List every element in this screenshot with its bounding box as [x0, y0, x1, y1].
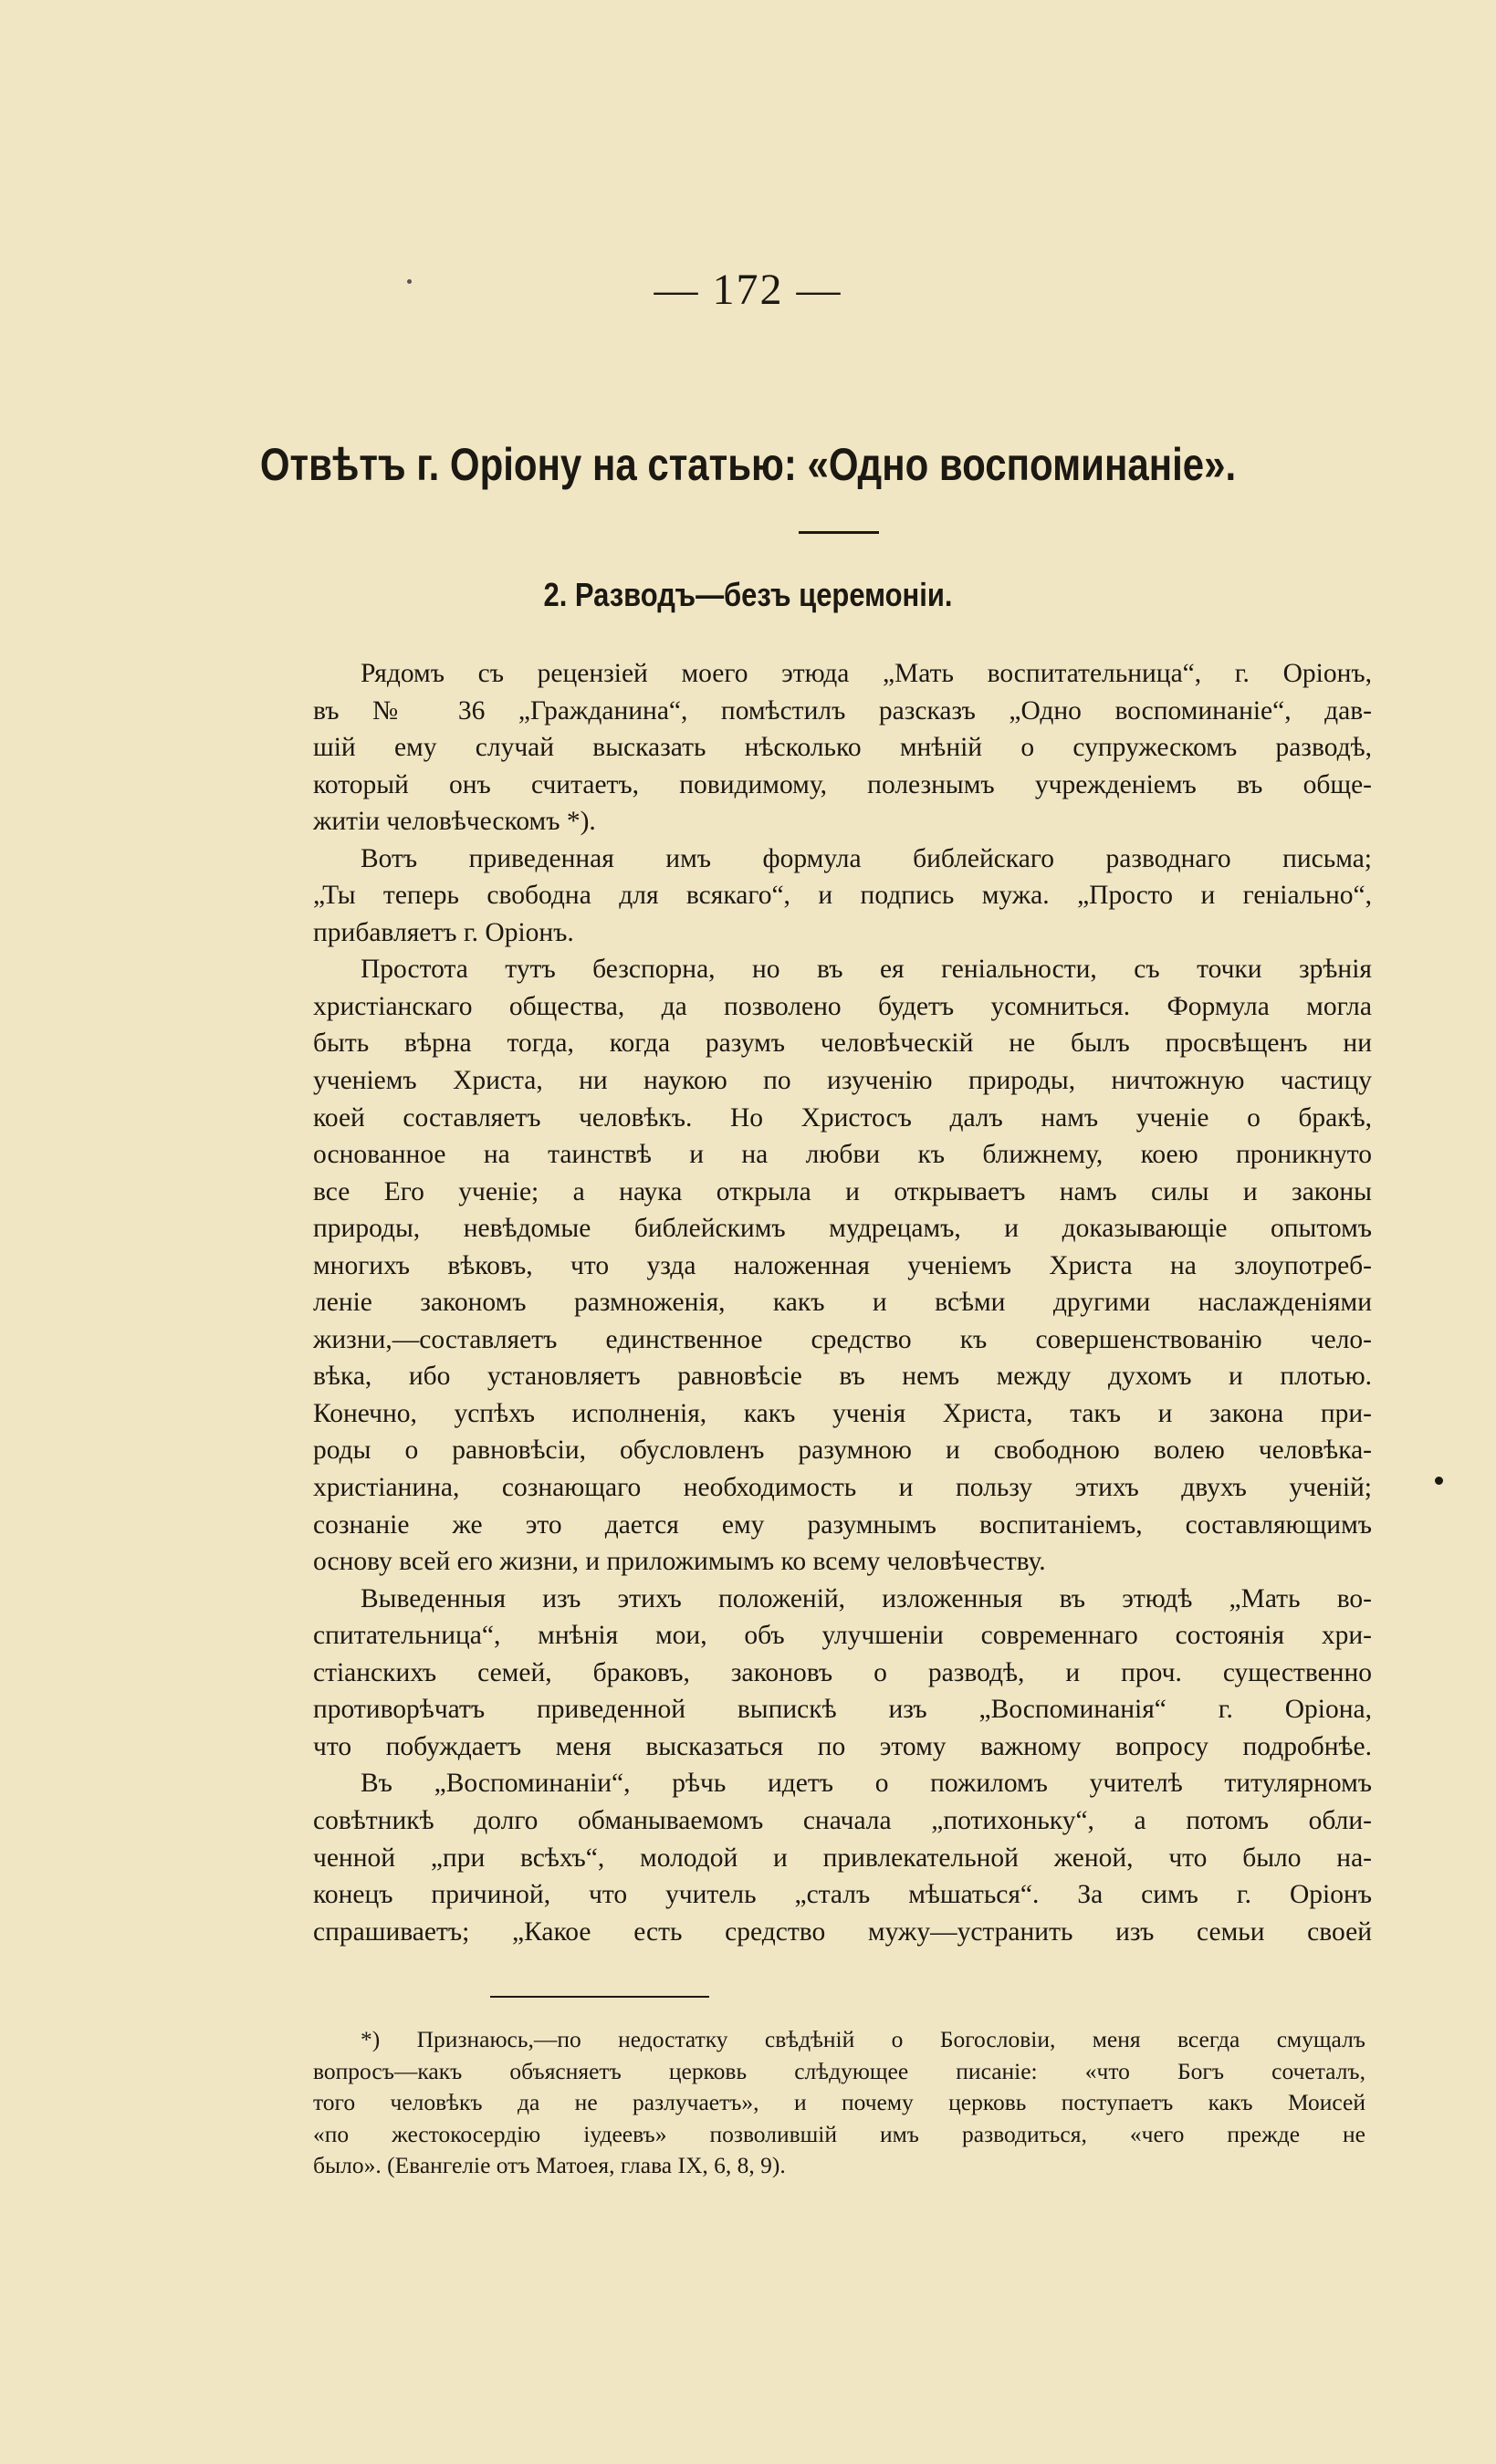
body-line: Конечно, успѣхъ исполненія, какъ ученія Христа, такъ и закона при- — [313, 1398, 1372, 1428]
footnote-line: того человѣкъ да не разлучаетъ», и почему церковь поступаетъ какъ Моисей — [313, 2089, 1365, 2115]
body-line: Вотъ приведенная имъ формула библейскаго разводнаго письма; — [361, 843, 1372, 873]
body-text — [313, 655, 1372, 1950]
body-line: ученіемъ Христа, ни наукою по изученію природы, ничтожную частицу — [313, 1066, 1372, 1096]
article-title: Отвѣтъ г. Оріону на статью: «Одно воспоминаніе». — [259, 439, 1237, 490]
body-line: конецъ причиной, что учитель „сталъ мѣшаться“. За симъ г. Оріонъ — [313, 1880, 1372, 1910]
body-line: прибавляетъ г. Оріонъ. — [313, 917, 574, 947]
body-line: все Его ученіе; а наука открыла и открываетъ намъ силы и законы — [313, 1176, 1372, 1206]
body-line: многихъ вѣковъ, что узда наложенная ученіемъ Христа на злоупотреб- — [313, 1250, 1372, 1280]
footnote-line: было». (Евангеліе отъ Матоея, глава IX, 6, 8, 9). — [313, 2152, 786, 2178]
body-line: ченной „при всѣхъ“, молодой и привлекательной женой, что было на- — [313, 1843, 1372, 1873]
body-line: роды о равновѣсіи, обусловленъ разумною и свободною волею человѣка- — [313, 1436, 1372, 1466]
body-line: Простота тутъ безспорна, но въ ея геніальности, съ точки зрѣнія — [361, 955, 1372, 985]
body-line: быть вѣрна тогда, когда разумъ человѣческій не былъ просвѣщенъ ни — [313, 1028, 1372, 1059]
body-line: основанное на таинствѣ и на любви къ ближнему, коею проникнуто — [313, 1140, 1372, 1170]
body-line: что побуждаетъ меня высказаться по этому важному вопросу подробнѣе. — [313, 1731, 1372, 1761]
footnote-divider — [490, 1996, 709, 1998]
margin-mark — [1435, 1477, 1443, 1485]
body-line: жизни,—составляетъ единственное средство къ совершенствованію чело- — [313, 1324, 1372, 1354]
body-line: который онъ считаетъ, повидимому, полезнымъ учрежденіемъ въ обще- — [313, 769, 1372, 799]
body-line: Рядомъ съ рецензіей моего этюда „Мать воспитательница“, г. Оріонъ, — [361, 659, 1372, 688]
page-number: — 172 — — [654, 266, 842, 314]
title-divider — [799, 531, 879, 534]
body-line: шій ему случай высказать нѣсколько мнѣній о супружескомъ разводѣ, — [313, 733, 1372, 763]
body-line: спитательница“, мнѣнія мои, объ улучшеніи современнаго состоянія хри- — [313, 1621, 1372, 1651]
footnote-line: вопросъ—какъ объясняетъ церковь слѣдующее писаніе: «что Богъ сочеталъ, — [313, 2057, 1365, 2084]
footnote-line: «по жестокосердію іудеевъ» позволившій имъ разводиться, «чего прежде не — [313, 2120, 1365, 2147]
footnote — [313, 2024, 1365, 2182]
body-line: въ № 36 „Гражданина“, помѣстилъ разсказъ „Одно воспоминаніе“, дав- — [313, 695, 1372, 726]
body-line: противорѣчатъ приведенной выпискѣ изъ „Воспоминанія“ г. Оріона, — [313, 1695, 1372, 1725]
body-line: леніе закономъ размноженія, какъ и всѣми другими наслажденіями — [313, 1288, 1372, 1318]
body-line: основу всей его жизни, и приложимымъ ко всему человѣчеству. — [313, 1547, 1046, 1577]
body-line: житіи человѣческомъ *). — [313, 807, 596, 837]
body-line: вѣка, ибо установляетъ равновѣсіе въ немъ между духомъ и плотью. — [313, 1362, 1372, 1392]
body-line: природы, невѣдомые библейскимъ мудрецамъ, и доказывающіе опытомъ — [313, 1214, 1372, 1244]
body-line: стіанскихъ семей, браковъ, законовъ о разводѣ, и проч. существенно — [313, 1657, 1372, 1687]
body-line: Въ „Воспоминаніи“, рѣчь идетъ о пожиломъ учителѣ титулярномъ — [361, 1769, 1372, 1799]
body-line: христіанскаго общества, да позволено будетъ усомниться. Формула могла — [313, 991, 1372, 1021]
body-line: „Ты теперь свободна для всякаго“, и подпись мужа. „Просто и геніально“, — [313, 881, 1372, 911]
section-heading: 2. Разводъ—безъ церемоніи. — [543, 576, 953, 613]
footnote-line: *) Признаюсь,—по недостатку свѣдѣній о Богословіи, меня всегда смущалъ — [361, 2026, 1365, 2052]
body-line: коей составляетъ человѣкъ. Но Христосъ далъ намъ ученіе о бракѣ, — [313, 1102, 1372, 1133]
body-line: сознаніе же это дается ему разумнымъ воспитаніемъ, составляющимъ — [313, 1509, 1372, 1540]
body-line: спрашиваетъ; „Какое есть средство мужу—устранить изъ семьи своей — [313, 1916, 1372, 1947]
body-line: совѣтникѣ долго обманываемомъ сначала „потихоньку“, а потомъ обли- — [313, 1805, 1372, 1835]
body-line: христіанина, сознающаго необходимость и пользу этихъ двухъ ученій; — [313, 1473, 1372, 1503]
body-line: Выведенныя изъ этихъ положеній, изложенныя въ этюдѣ „Мать во- — [361, 1583, 1372, 1613]
